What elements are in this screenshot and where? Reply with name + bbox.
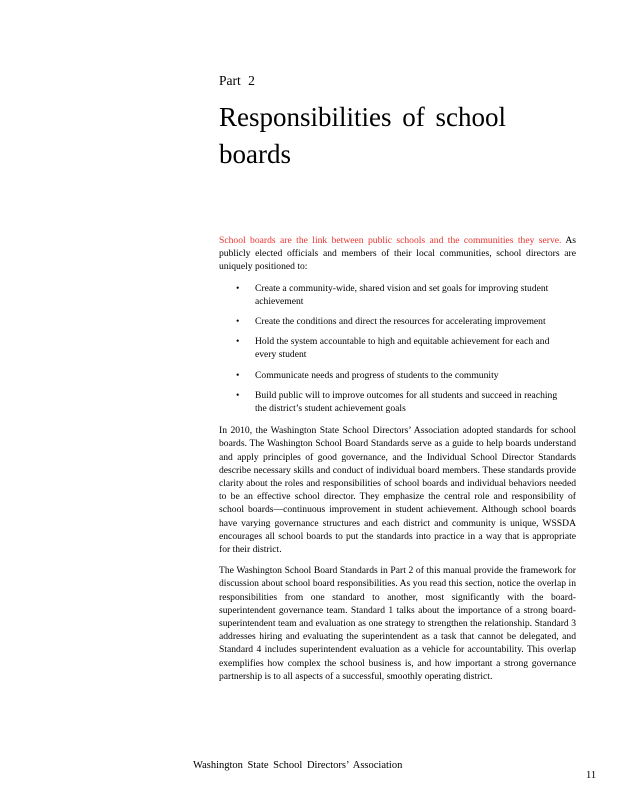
page-title: Responsibilities of school boards xyxy=(219,102,506,169)
list-item xyxy=(219,315,576,328)
intro-paragraph xyxy=(219,234,576,274)
part-label: Part 2 xyxy=(219,73,255,88)
responsibilities-list xyxy=(219,282,576,416)
intro-highlight: School boards are the link between public schools and the communities they serve. xyxy=(219,235,562,246)
body-text xyxy=(219,234,576,691)
framework-paragraph: The Washington School Board Standards in Part 2 of this manual provide the framework for discussion about school board responsibilities. As you read this section, notice the overlap in responsibilities from one standard to another, most significantly with the board-superintendent governance team. Standard 1 talks about the importance of a strong board-superintendent team and evaluation as one strategy to strengthen the relationship. Standard 3 addresses hiring and evaluating the superintendent as a task that cannot be delegated, and Standard 4 includes superintendent evaluation as a vehicle for accountability. This overlap exemplifies how complex the school business is, and how important a strong governance partnership is to all aspects of a successful, smoothly operating district. xyxy=(219,565,576,682)
list-item-text: Communicate needs and progress of students to the community xyxy=(255,369,499,381)
list-item-text: Build public will to improve outcomes for all students and succeed in reaching the district’s student achievement goals xyxy=(255,389,558,415)
list-item xyxy=(219,335,576,361)
bullet-icon: • xyxy=(236,282,240,294)
list-item xyxy=(219,389,576,415)
list-item-text: Create a community-wide, shared vision and set goals for improving student achievement xyxy=(255,282,549,307)
list-item xyxy=(219,369,576,382)
bullet-icon: • xyxy=(236,316,240,328)
bullet-icon: • xyxy=(236,369,240,381)
standards-paragraph: In 2010, the Washington State School Directors’ Association adopted standards for school boards. The Washington School Board Standards serve as a guide to help boards understand and apply principles of good governance, and the Individual School Director Standards describe necessary skills and conduct of individual board members. These standards provide clarity about the roles and responsibilities of school boards and individual behaviors needed to be an effective school director. They emphasize the central role and responsibility of school boards—continuous improvement in student achievement. Although school boards have varying governance structures and each district and community is unique, WSSDA encourages all school boards to put the standards into practice in a way that is appropriate for their district. xyxy=(219,425,576,556)
list-item-text: Create the conditions and direct the resources for accelerating improvement xyxy=(255,316,546,328)
list-item xyxy=(219,282,576,308)
bullet-icon: • xyxy=(236,389,240,401)
list-item-text: Hold the system accountable to high and equitable achievement for each and every student xyxy=(255,336,550,361)
bullet-icon: • xyxy=(236,336,240,348)
intro-rest: As publicly elected officials and members of their local communities, school directors are uniquely positioned to: xyxy=(219,235,576,273)
page-number: 11 xyxy=(586,770,597,781)
footer-organization: Washington State School Directors’ Association xyxy=(193,760,403,771)
